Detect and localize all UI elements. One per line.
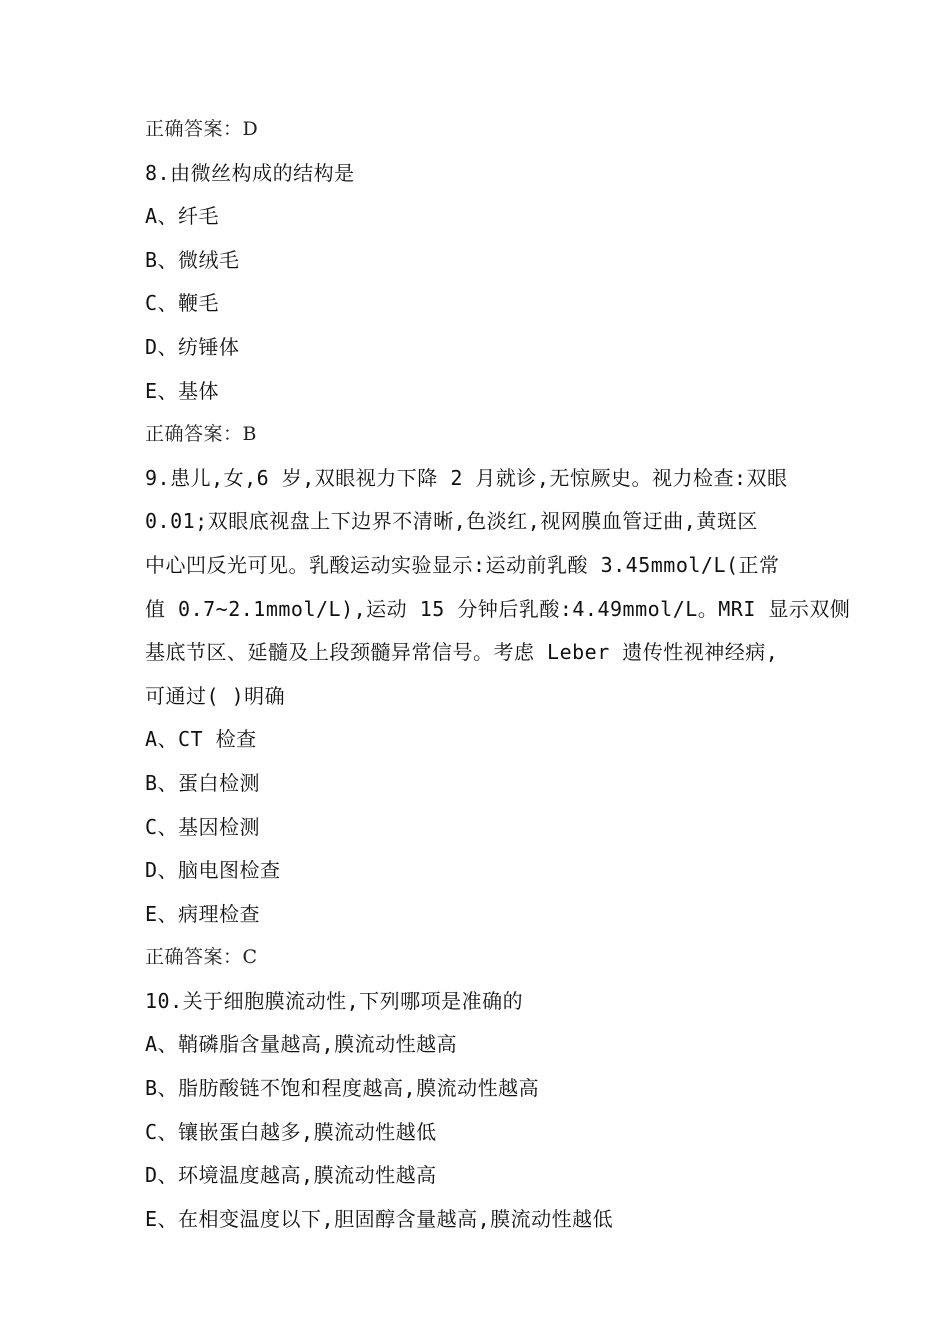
- question-9-option-e: E、病理检查: [145, 901, 261, 926]
- question-8: [145, 152, 825, 457]
- question-10-option-c: C、镶嵌蛋白越多,膜流动性越低: [145, 1119, 437, 1144]
- question-9-stem-line-4: 值 0.7~2.1mmol/L),运动 15 分钟后乳酸:4.49mmol/L。MRI 显示双侧: [145, 596, 851, 621]
- question-10: [145, 980, 825, 1242]
- question-9-stem-line-5: 基底节区、延髓及上段颈髓异常信号。考虑 Leber 遗传性视神经病,: [145, 640, 779, 665]
- question-9-stem-line-6: 可通过( )明确: [145, 683, 286, 708]
- answer-q9: 正确答案：C: [145, 946, 258, 969]
- question-9-option-c: C、基因检测: [145, 814, 261, 839]
- answer-q7: 正确答案：D: [145, 118, 259, 140]
- question-8-stem: 8.由微丝构成的结构是: [145, 160, 355, 185]
- question-9-stem-line-1: 9.患儿,女,6 岁,双眼视力下降 2 月就诊,无惊厥史。视力检查:双眼: [145, 465, 788, 490]
- question-9-stem-line-2: 0.01;双眼底视盘上下边界不清晰,色淡红,视网膜血管迂曲,黄斑区: [145, 509, 758, 534]
- question-10-stem: 10.关于细胞膜流动性,下列哪项是准确的: [145, 988, 524, 1013]
- question-10-option-b: B、脂肪酸链不饱和程度越高,膜流动性越高: [145, 1076, 540, 1101]
- question-10-option-a: A、鞘磷脂含量越高,膜流动性越高: [145, 1032, 458, 1057]
- question-9-option-d: D、脑电图检查: [145, 858, 281, 883]
- question-8-option-b: B、微绒毛: [145, 247, 240, 272]
- question-9-stem-line-3: 中心凹反光可见。乳酸运动实验显示:运动前乳酸 3.45mmol/L(正常: [145, 552, 780, 577]
- answer-q8: 正确答案：B: [145, 423, 257, 446]
- question-9: [145, 457, 851, 980]
- question-10-option-e: E、在相变温度以下,胆固醇含量越高,膜流动性越低: [145, 1206, 614, 1231]
- question-10-option-d: D、环境温度越高,膜流动性越高: [145, 1163, 437, 1188]
- question-9-option-a: A、CT 检查: [145, 727, 257, 752]
- question-9-option-b: B、蛋白检测: [145, 770, 261, 795]
- question-8-option-e: E、基体: [145, 378, 220, 403]
- question-8-option-d: D、纺锤体: [145, 334, 240, 359]
- question-8-option-a: A、纤毛: [145, 204, 220, 229]
- document-page: [145, 108, 851, 1241]
- question-8-option-c: C、鞭毛: [145, 291, 220, 316]
